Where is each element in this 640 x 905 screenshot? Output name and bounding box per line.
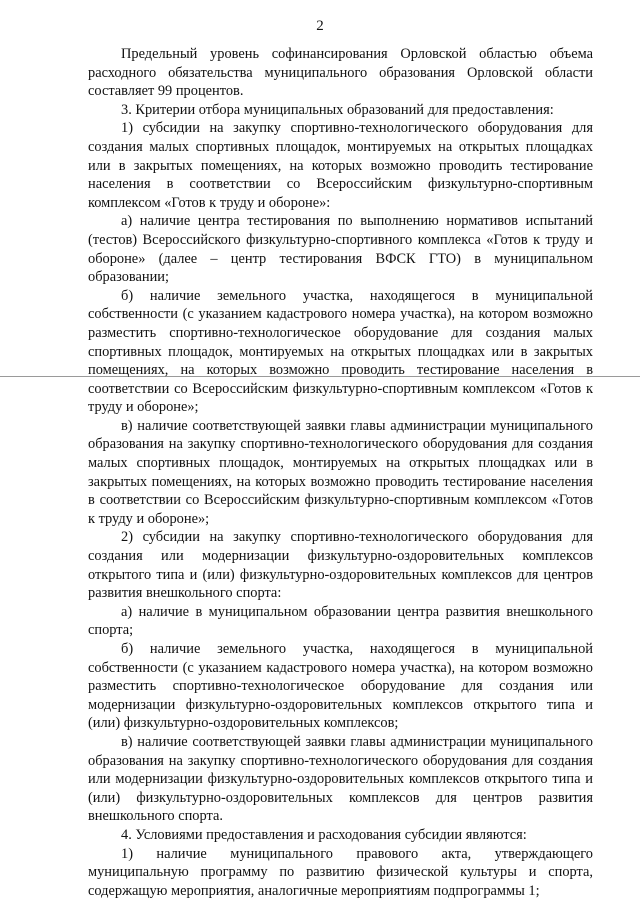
paragraph: 4. Условиями предоставления и расходования субсидии являются: <box>121 826 527 843</box>
paragraph: Предельный уровень софинансирования Орловской областью объема расходного обязательства муниципального образования Орловской области составляет 99 процентов. <box>88 46 593 100</box>
page-number: 2 <box>316 18 324 34</box>
paragraph: 3. Критерии отбора муниципальных образований для предоставления: <box>121 101 554 118</box>
paragraph: б) наличие земельного участка, находящегося в муниципальной собственности (с указанием кадастрового номера участка), на котором возможно разместить спортивно-технологическое оборудование для создания или модернизации физкультурно-оздоровительных комплексов открытого типа и (или) физкультурно-оздоровительных комплексов; <box>88 641 593 732</box>
paragraph: в) наличие соответствующей заявки главы администрации муниципального образования на закупку спортивно-технологического оборудования для создания или модернизации физкультурно-оздоровительных комплексов открытого типа и (или) физкультурно-оздоровительных комплексов для центров развития внешкольного спорта. <box>88 733 593 825</box>
paragraph: 2) субсидии на закупку спортивно-технологического оборудования для создания или модернизации физкультурно-оздоровительных комплексов открытого типа и (или) физкультурно-оздоровительных комплексов для центров развития внешкольного спорта: <box>88 529 593 602</box>
paragraph: 1) субсидии на закупку спортивно-технологического оборудования для создания малых спортивных площадок, монтируемых на открытых площадках или в закрытых помещениях, на которых возможно проводить тестирование населения в соответствии со Всероссийским физкультурно-спортивным комплексом «Готов к труду и обороне»: <box>88 120 593 211</box>
paragraph: в) наличие соответствующей заявки главы администрации муниципального образования на закупку спортивно-технологического оборудования для создания малых спортивных площадок, монтируемых на открытых площадках или в закрытых помещениях, на которых возможно проводить тестирование населения в соответствии со Всероссийским физкультурно-спортивным комплексом «Готов к труду и обороне»; <box>88 417 593 527</box>
paragraph: а) наличие в муниципальном образовании центра развития внешкольного спорта; <box>88 603 593 639</box>
document-body <box>88 45 593 900</box>
paragraph: б) наличие земельного участка, находящегося в муниципальной собственности (с указанием кадастрового номера участка), на котором возможно разместить спортивно-технологическое оборудование для создания малых спортивных площадок, монтируемых на открытых площадках или в закрытых помещениях, на которых возможно проводить тестирование населения в соответствии со Всероссийским физкультурно-спортивным комплексом «Готов к труду и обороне»; <box>88 287 593 416</box>
paragraph: а) наличие центра тестирования по выполнению нормативов испытаний (тестов) Всероссийского физкультурно-спортивного комплекса «Готов к труду и обороне» (далее – центр тестирования ВФСК ГТО) в муниципальном образовании; <box>88 213 593 286</box>
paragraph: 1) наличие муниципального правового акта, утверждающего муниципальную программу по развитию физической культуры и спорта, содержащую мероприятия, аналогичные мероприятиям подпрограммы 1; <box>88 845 593 899</box>
